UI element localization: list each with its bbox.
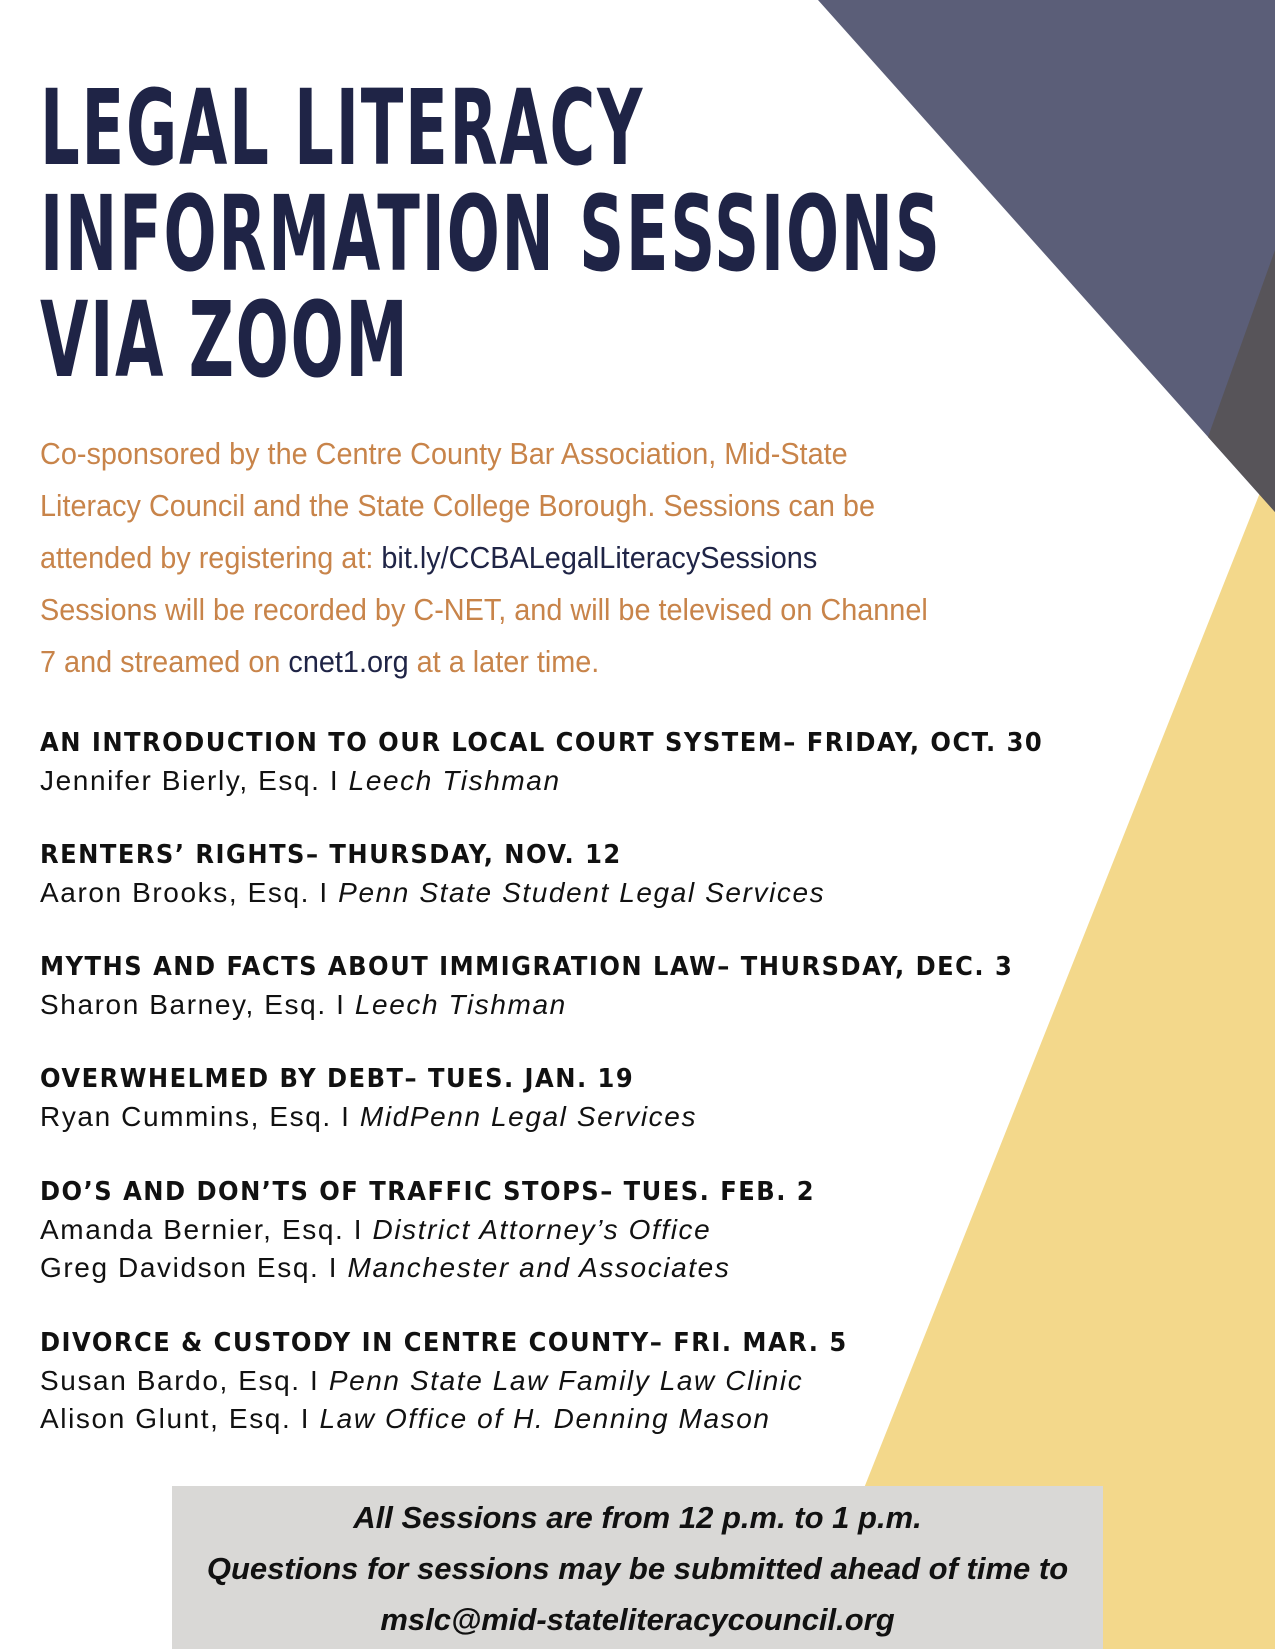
footer-email-link[interactable]: mslc@mid-stateliteracycouncil.org bbox=[380, 1602, 895, 1637]
register-link[interactable]: bit.ly/CCBALegalLiteracySessions bbox=[381, 540, 818, 575]
session-item bbox=[40, 1060, 697, 1136]
speaker-org: Leech Tishman bbox=[354, 989, 567, 1020]
speaker-org: District Attorney’s Office bbox=[372, 1214, 712, 1245]
session-title: AN INTRODUCTION TO OUR LOCAL COURT SYSTEM– FRIDAY, OCT. 30 bbox=[40, 728, 1044, 758]
page-title bbox=[40, 67, 942, 401]
session-item bbox=[40, 724, 1119, 800]
speaker-name: Susan Bardo, Esq. I bbox=[40, 1365, 329, 1396]
speaker-org: MidPenn Legal Services bbox=[359, 1101, 698, 1132]
speaker-name: Amanda Bernier, Esq. I bbox=[40, 1214, 373, 1245]
speaker-name: Ryan Cummins, Esq. I bbox=[40, 1101, 360, 1132]
session-title: MYTHS AND FACTS ABOUT IMMIGRATION LAW– THURSDAY, DEC. 3 bbox=[40, 952, 1014, 982]
title-line-1: LEGAL LITERACY bbox=[40, 67, 645, 189]
speaker-line bbox=[40, 1400, 908, 1438]
speaker-line bbox=[40, 762, 1119, 800]
speaker-org: Penn State Student Legal Services bbox=[338, 877, 826, 908]
speaker-name: Jennifer Bierly, Esq. I bbox=[40, 765, 349, 796]
footer-questions-line: Questions for sessions may be submitted ahead of time to bbox=[206, 1551, 1069, 1586]
session-item bbox=[40, 836, 825, 912]
session-title: OVERWHELMED BY DEBT– TUES. JAN. 19 bbox=[40, 1064, 635, 1094]
session-item bbox=[40, 1173, 873, 1287]
speaker-line bbox=[40, 1098, 697, 1136]
speaker-line bbox=[40, 986, 1087, 1024]
speaker-name: Aaron Brooks, Esq. I bbox=[40, 877, 339, 908]
footer-time-line: All Sessions are from 12 p.m. to 1 p.m. bbox=[353, 1500, 922, 1535]
intro-text-3: at a later time. bbox=[408, 644, 600, 679]
speaker-org: Manchester and Associates bbox=[347, 1252, 731, 1283]
session-item bbox=[40, 948, 1087, 1024]
speaker-line bbox=[40, 1362, 908, 1400]
title-line-3: VIA ZOOM bbox=[40, 279, 410, 401]
footer-info-box bbox=[172, 1486, 1103, 1649]
intro-paragraph bbox=[40, 428, 933, 688]
speaker-name: Alison Glunt, Esq. I bbox=[40, 1403, 320, 1434]
session-title: RENTERS’ RIGHTS– THURSDAY, NOV. 12 bbox=[40, 840, 622, 870]
speaker-line bbox=[40, 874, 825, 912]
cnet-link[interactable]: cnet1.org bbox=[288, 644, 409, 679]
speaker-org: Leech Tishman bbox=[348, 765, 561, 796]
speaker-name: Sharon Barney, Esq. I bbox=[40, 989, 355, 1020]
speaker-name: Greg Davidson Esq. I bbox=[40, 1252, 348, 1283]
speaker-line bbox=[40, 1211, 873, 1249]
speaker-org: Law Office of H. Denning Mason bbox=[319, 1403, 771, 1434]
session-title: DO’S AND DON’TS OF TRAFFIC STOPS– TUES. FEB. 2 bbox=[40, 1177, 816, 1207]
session-item bbox=[40, 1324, 908, 1438]
title-line-2: INFORMATION SESSIONS bbox=[40, 173, 942, 295]
speaker-line bbox=[40, 1249, 873, 1287]
speaker-org: Penn State Law Family Law Clinic bbox=[328, 1365, 804, 1396]
intro-text-2: Sessions will be recorded by C-NET, and will be televised on Channel 7 and streamed on bbox=[40, 592, 928, 679]
session-title: DIVORCE & CUSTODY IN CENTRE COUNTY– FRI. MAR. 5 bbox=[40, 1328, 848, 1358]
intro-text-1: Co-sponsored by the Centre County Bar Association, Mid-State Literacy Council and the State College Borough. Sessions can be attended by registering at: bbox=[40, 436, 875, 575]
